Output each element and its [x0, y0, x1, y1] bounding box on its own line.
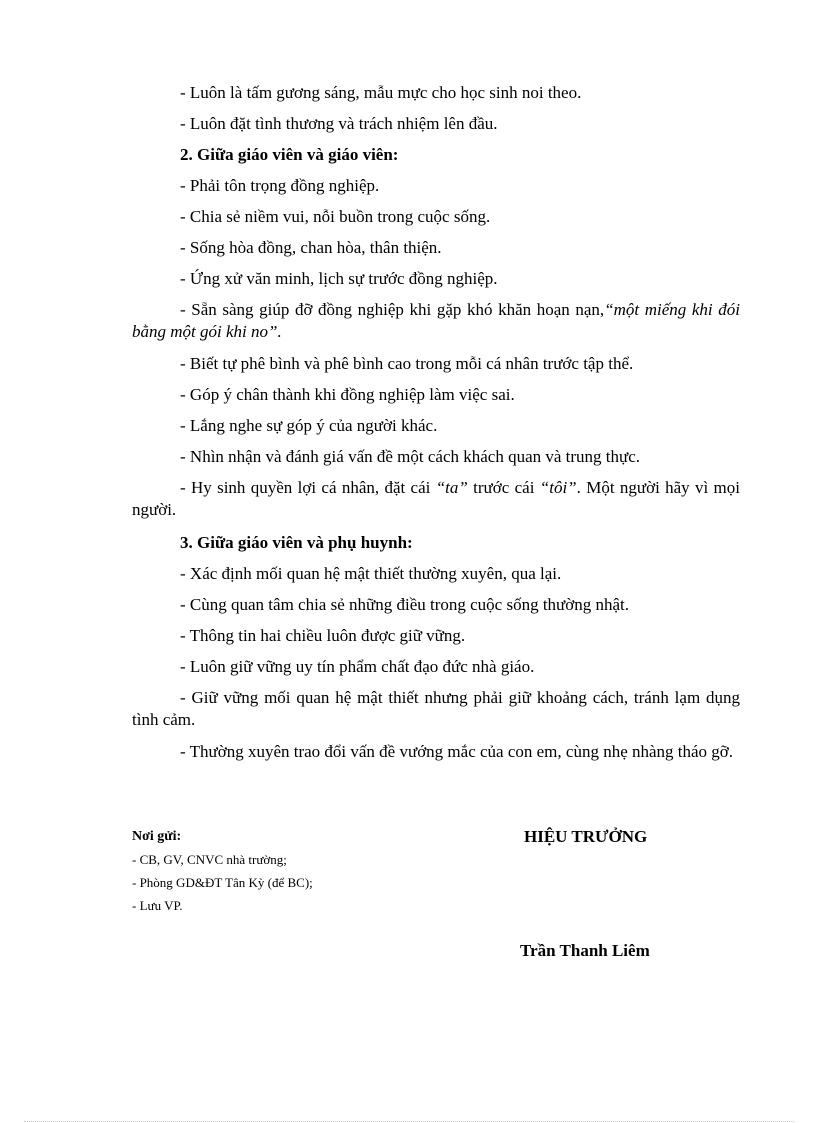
s2-para-sacrifice — [132, 477, 740, 521]
page-bottom-divider — [24, 1121, 794, 1122]
s2-item-feedback: - Góp ý chân thành khi đồng nghiệp làm việc sai. — [180, 385, 515, 404]
s2-sac-q1: “ta” — [435, 478, 468, 497]
s3-item-prestige: - Luôn giữ vững uy tín phẩm chất đạo đức nhà giáo. — [180, 657, 535, 676]
section2-heading: 2. Giữa giáo viên và giáo viên: — [180, 145, 399, 164]
recipient-item: - CB, GV, CNVC nhà trường; — [132, 852, 287, 867]
s2-para-help — [132, 299, 740, 343]
recipient-item: - Phòng GD&ĐT Tân Kỳ (để BC); — [132, 875, 313, 890]
s3-item-care: - Cùng quan tâm chia sẻ những điều trong cuộc sống thường nhật. — [180, 595, 630, 614]
s2-help-quote: “một miếng khi đói bằng một gói khi no” — [132, 300, 740, 341]
line-compassion: - Luôn đặt tình thương và trách nhiệm lên đầu. — [180, 114, 498, 133]
s2-sac-p3: . Một người hãy vì mọi người. — [132, 478, 740, 519]
line-role-model: - Luôn là tấm gương sáng, mẫu mực cho học sinh noi theo. — [180, 83, 582, 102]
s2-sac-p1: - Hy sinh quyền lợi cá nhân, đặt cái — [180, 478, 436, 497]
recipients-block — [132, 825, 313, 917]
recipient-item: - Lưu VP. — [132, 898, 183, 913]
s2-item-respect: - Phải tôn trọng đồng nghiệp. — [180, 176, 380, 195]
s3-item-relation: - Xác định mối quan hệ mật thiết thường xuyên, qua lại. — [180, 564, 562, 583]
s2-item-criticism: - Biết tự phê bình và phê bình cao trong mỗi cá nhân trước tập thể. — [180, 354, 634, 373]
s2-item-civil: - Ứng xử văn minh, lịch sự trước đồng nghiệp. — [180, 269, 498, 288]
s2-item-share: - Chia sẻ niềm vui, nỗi buồn trong cuộc sống. — [180, 207, 491, 226]
recipients-title: Nơi gửi: — [132, 829, 182, 844]
s2-item-harmony: - Sống hòa đồng, chan hòa, thân thiện. — [180, 238, 442, 257]
s3-para-exchange: - Thường xuyên trao đổi vấn đề vướng mắc của con em, cùng nhẹ nhàng tháo gỡ. — [180, 742, 734, 761]
s2-sac-q2: “tôi” — [539, 478, 577, 497]
section3-heading: 3. Giữa giáo viên và phụ huynh: — [180, 533, 413, 552]
s2-help-end: . — [277, 322, 282, 341]
s3-para-distance: - Giữ vững mối quan hệ mật thiết nhưng phải giữ khoảng cách, tránh lạm dụng tình cảm. — [132, 688, 740, 729]
s2-item-objective: - Nhìn nhận và đánh giá vấn đề một cách khách quan và trung thực. — [180, 447, 641, 466]
signer-title: HIỆU TRƯỞNG — [524, 827, 648, 846]
s3-item-info: - Thông tin hai chiều luôn được giữ vững. — [180, 626, 466, 645]
s2-help-text: - Sẵn sàng giúp đỡ đồng nghiệp khi gặp khó khăn hoạn nạn, — [180, 300, 605, 319]
s2-sac-p2: trước cái — [467, 478, 540, 497]
signer-name: Trần Thanh Liêm — [520, 941, 650, 960]
s2-item-listen: - Lắng nghe sự góp ý của người khác. — [180, 416, 438, 435]
